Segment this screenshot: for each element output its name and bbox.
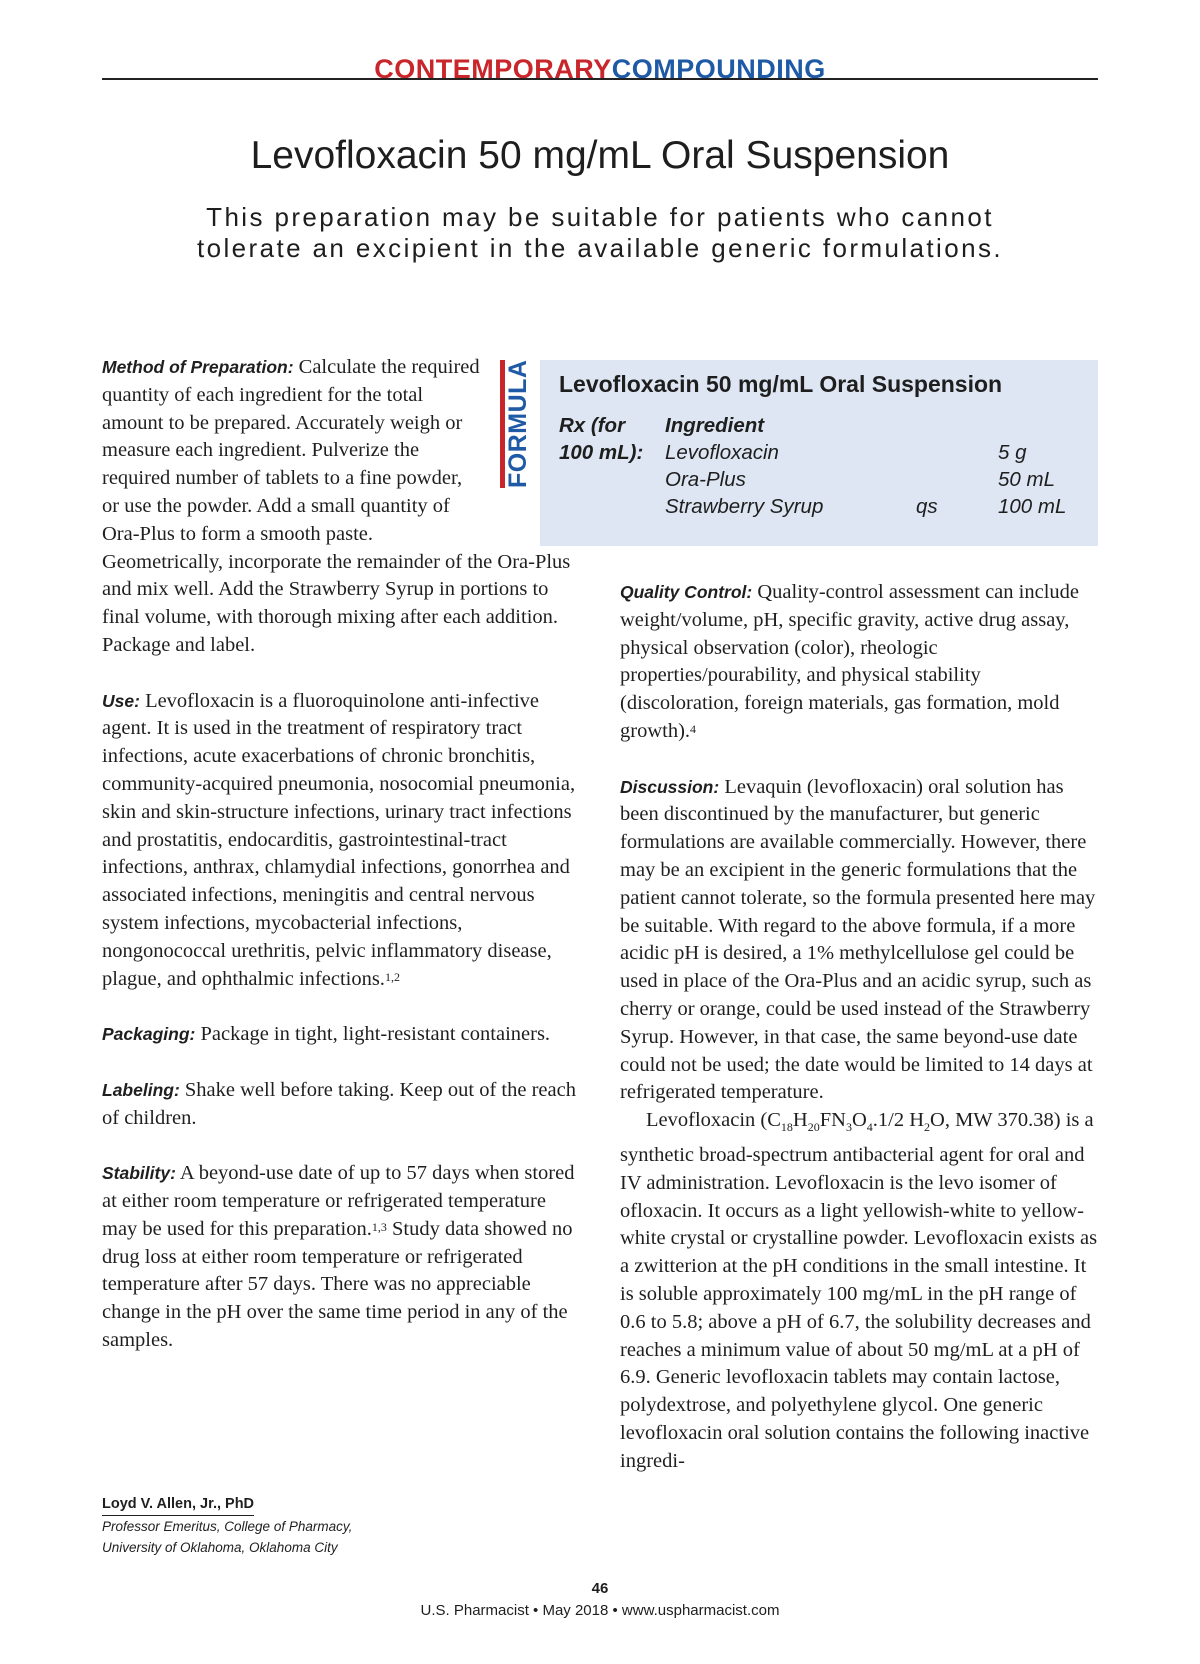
formula-amount: 5 g xyxy=(998,441,1027,464)
labeling-text: Shake well before taking. Keep out of the reach of children. xyxy=(102,1078,576,1129)
chem-text: .1/2 H xyxy=(872,1109,925,1132)
author-block xyxy=(102,1494,352,1558)
discussion-label: Discussion: xyxy=(620,776,720,797)
labeling-section xyxy=(102,1077,576,1133)
packaging-label: Packaging: xyxy=(102,1024,196,1045)
labeling-label: Labeling: xyxy=(102,1079,180,1100)
chem-text: O xyxy=(851,1109,867,1132)
chem-text: FN xyxy=(819,1109,846,1132)
method-text: Calculate the required quantity of each ingredient for the total amount to be prepared. Accurately weigh or measure each ingredient. Pulverize the required number of tablets to a fine powder, or use the powder. Add a small quantity of Ora-Plus to form a smooth paste. xyxy=(102,356,480,545)
chem-subscript: 18 xyxy=(780,1120,793,1135)
use-section xyxy=(102,688,576,994)
header-rule xyxy=(102,78,1098,80)
packaging-text: Package in tight, light-resistant containers. xyxy=(200,1023,551,1046)
formula-ingredient: Strawberry Syrup xyxy=(665,495,824,518)
page-footer xyxy=(0,1578,1200,1622)
masthead-word-contemporary: CONTEMPORARY xyxy=(374,54,612,84)
discussion-section xyxy=(620,774,1098,1108)
formula-ingredient: Levofloxacin xyxy=(665,441,779,464)
use-text: Levofloxacin is a fluoroquinolone anti-infective agent. It is used in the treatment of respiratory tract infections, acute exacerbations of chronic bronchitis, community-acquired pneumonia, nosocomial pneumonia, skin and skin-structure infections, urinary tract infections and prostatitis, endocarditis, gastrointestinal-tract infections, anthrax, chlamydial infections, gonorrhea and associated infections, meningitis and central nervous system infections, mycobacterial infections, nongonococcal urethritis, pelvic inflammatory disease, plague, and ophthalmic infections. xyxy=(102,689,576,990)
masthead-word-compounding: COMPOUNDING xyxy=(611,54,826,84)
chemistry-paragraph xyxy=(620,1107,1098,1475)
method-text-narrow xyxy=(102,354,484,549)
stability-text-continued: Study data showed no drug loss at either room temperature or refrigerated temperature after 57 days. There was no appreciable change in the pH over the same time period in any of the samples. xyxy=(102,1217,573,1351)
method-label: Method of Preparation: xyxy=(102,357,294,377)
formula-tab-label: FORMULA xyxy=(504,359,532,488)
author-name: Loyd V. Allen, Jr., PhD xyxy=(102,1494,254,1516)
article-title: Levofloxacin 50 mg/mL Oral Suspension xyxy=(250,134,950,177)
page-number: 46 xyxy=(591,1580,609,1597)
quality-control-label: Quality Control: xyxy=(620,582,753,602)
subtitle-line-2: tolerate an excipient in the available generic formulations. xyxy=(197,233,1003,263)
quality-control-text: Quality-control assessment can include weight/volume, pH, specific gravity, active drug assay, physical observation (color), rheologic properties/pourability, and physical stability (discoloration, foreign materials, gas formation, mold growth). xyxy=(620,581,1079,742)
stability-text: A beyond-use date of up to 57 days when stored at either room temperature or refrigerated temperature may be used for this preparation. xyxy=(102,1162,575,1240)
rx-label-line-2: 100 mL): xyxy=(559,441,644,464)
left-column xyxy=(102,354,576,1382)
formula-tab xyxy=(500,360,532,488)
formula-box xyxy=(540,360,1098,546)
article-subtitle xyxy=(100,202,1100,264)
stability-reference: 1,3 xyxy=(371,1219,387,1234)
chem-subscript: 20 xyxy=(807,1120,820,1135)
discussion-text: Levaquin (levofloxacin) oral solution has been discontinued by the manufacturer, but generic formulations are available commercially. However, there may be an excipient in the generic formulations that the patient cannot tolerate, so the formula presented here may be suitable. With regard to the above formula, if a more acidic pH is desired, a 1% methylcellulose gel could be used in place of the Ora-Plus and an acidic syrup, such as cherry or orange, could be used instead of the Strawberry Syrup. However, in that case, the same beyond-use date could not be used; the date would be limited to 14 days at refrigerated temperature. xyxy=(620,775,1096,1104)
formula-amount: 100 mL xyxy=(998,495,1067,518)
right-column xyxy=(620,579,1098,1503)
chem-text: H xyxy=(792,1109,808,1132)
masthead xyxy=(0,52,1200,86)
formula-ingredient: Ora-Plus xyxy=(665,468,746,491)
formula-amount: 50 mL xyxy=(998,468,1055,491)
chem-text: Levofloxacin (C xyxy=(646,1109,781,1132)
author-affiliation-line-2: University of Oklahoma, Oklahoma City xyxy=(102,1540,338,1555)
stability-label: Stability: xyxy=(102,1163,176,1184)
method-text-continued: Geometrically, incorporate the remainder of the Ora-Plus and mix well. Add the Strawberry Syrup in portions to final volume, with thorough mixing after each addition. Package and label. xyxy=(102,550,571,656)
ingredient-header: Ingredient xyxy=(665,414,765,437)
footer-publication-line: U.S. Pharmacist • May 2018 • www.uspharmacist.com xyxy=(420,1602,780,1619)
chem-subscript: 2 xyxy=(924,1120,931,1135)
use-reference: 1,2 xyxy=(384,969,400,984)
subtitle-line-1: This preparation may be suitable for patients who cannot xyxy=(206,202,994,232)
chem-text: O, MW 370.38) is a synthetic broad-spectrum antibacterial agent for oral and IV administration. Levofloxacin is the levo isomer of ofloxacin. It occurs as a light yellowish-white to yellow-white crystal or crystalline powder. Levofloxacin exists as a zwitterion at the pH conditions in the small intestine. It is soluble approximately 100 mg/mL in the pH range of 0.6 to 5.8; above a pH of 6.7, the solubility decreases and reaches a minimum value of about 50 mg/mL at a pH of 6.9. Generic levofloxacin tablets may contain lactose, polydextrose, and polyethylene glycol. One generic levofloxacin oral solution contains the following inactive ingredi- xyxy=(620,1109,1098,1472)
formula-title: Levofloxacin 50 mg/mL Oral Suspension xyxy=(559,371,1003,397)
chem-subscript: 4 xyxy=(866,1120,873,1135)
packaging-section xyxy=(102,1021,576,1049)
quality-control-section xyxy=(620,579,1098,746)
chem-subscript: 3 xyxy=(845,1120,852,1135)
stability-section xyxy=(102,1160,576,1355)
quality-control-reference: 4 xyxy=(690,721,697,736)
use-label: Use: xyxy=(102,690,140,711)
formula-qs: qs xyxy=(916,495,938,518)
author-affiliation-line-1: Professor Emeritus, College of Pharmacy, xyxy=(102,1519,353,1534)
rx-label-line-1: Rx (for xyxy=(559,414,626,437)
